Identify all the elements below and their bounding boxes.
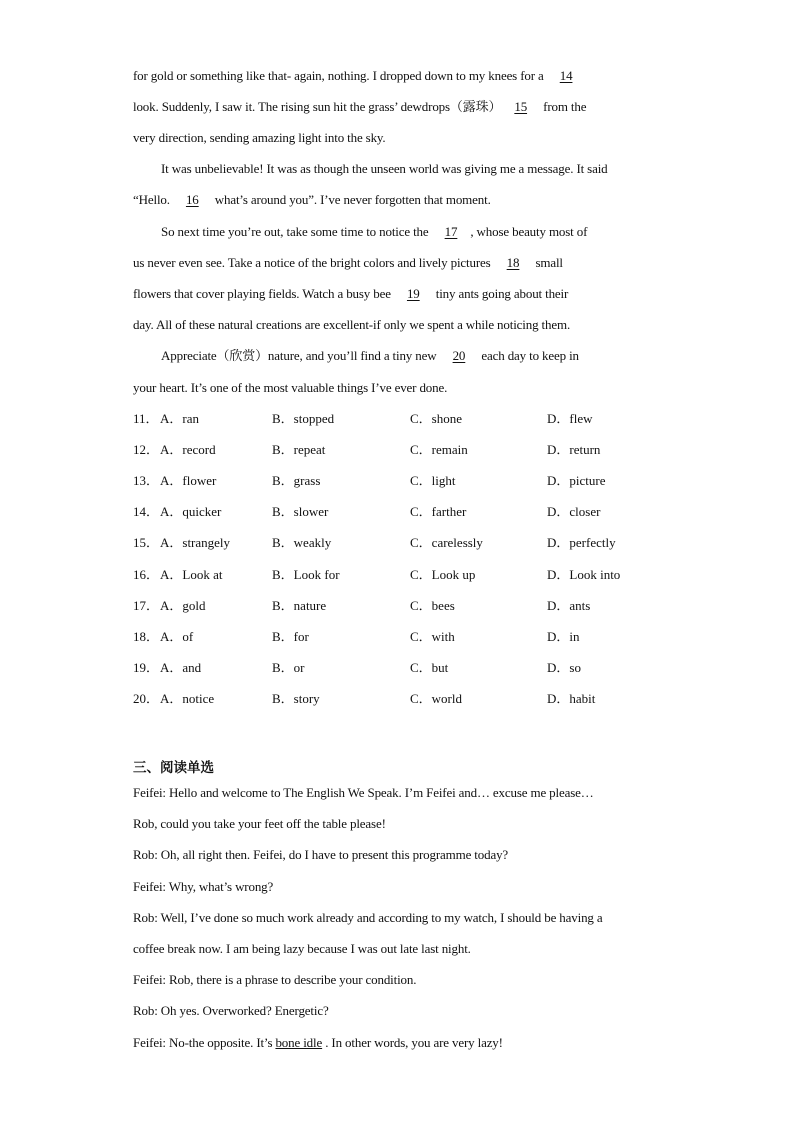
passage-text: for gold or something like that- again, nothing. I dropped down to my knees for a [133, 68, 547, 83]
option-b: B．for [272, 629, 309, 644]
option-a: A．gold [160, 598, 206, 613]
question-number: 14． [133, 504, 160, 519]
option-c: C．world [410, 691, 463, 706]
passage-line [161, 348, 691, 364]
option-a: A．ran [160, 411, 199, 426]
option-d: D．ants [547, 598, 591, 613]
dialogue-line: Rob: Oh, all right then. Feifei, do I have to present this programme today? [133, 847, 509, 862]
option-c: C．bees [410, 598, 455, 613]
option-d: D．habit [547, 691, 596, 706]
option-a: A．record [160, 442, 216, 457]
passage-line [133, 255, 663, 271]
option-a: A．notice [160, 691, 215, 706]
question-row [133, 504, 693, 520]
option-b: B．slower [272, 504, 329, 519]
option-d: D．so [547, 660, 581, 675]
option-c: C．carelessly [410, 535, 483, 550]
passage-text: “Hello. [133, 192, 173, 207]
passage-line: It was unbelievable! It was as though the unseen world was giving me a message. It said [161, 161, 608, 176]
question-row [133, 691, 693, 707]
dialogue-line: Feifei: Why, what’s wrong? [133, 879, 274, 894]
dialogue-line: Feifei: Hello and welcome to The English We Speak. I’m Feifei and… excuse me please… [133, 785, 594, 800]
option-d: D．in [547, 629, 580, 644]
question-number: 13． [133, 473, 160, 488]
option-c: C．but [410, 660, 449, 675]
option-b: B．weakly [272, 535, 332, 550]
underlined-phrase: bone idle [275, 1035, 323, 1050]
passage-text: Appreciate（欣赏）nature, and you’ll find a tiny new [161, 348, 440, 363]
question-number: 11． [133, 411, 159, 426]
question-row [133, 535, 693, 551]
passage-text: flowers that cover playing fields. Watch a busy bee [133, 286, 394, 301]
dialogue-line: Rob: Well, I’ve done so much work already and according to my watch, I should be having a [133, 910, 603, 925]
passage-line: your heart. It’s one of the most valuable things I’ve ever done. [133, 380, 448, 395]
passage-text: from the [540, 99, 587, 114]
passage-text: us never even see. Take a notice of the bright colors and lively pictures [133, 255, 494, 270]
option-b: B．nature [272, 598, 327, 613]
blank-15: 15 [514, 99, 528, 114]
question-number: 19． [133, 660, 160, 675]
option-c: C．Look up [410, 567, 476, 582]
dialogue-line: Feifei: Rob, there is a phrase to describe your condition. [133, 972, 417, 987]
passage-text: each day to keep in [478, 348, 579, 363]
option-b: B．stopped [272, 411, 335, 426]
option-b: B．repeat [272, 442, 326, 457]
option-a: A．flower [160, 473, 217, 488]
passage-text: Feifei: No-the opposite. It’s [133, 1035, 276, 1050]
section-title: 三、阅读单选 [133, 760, 214, 776]
question-row [133, 660, 693, 676]
question-row [133, 629, 693, 645]
blank-19: 19 [406, 286, 420, 301]
question-row [133, 442, 693, 458]
option-b: B．Look for [272, 567, 340, 582]
option-d: D．closer [547, 504, 601, 519]
option-b: B．or [272, 660, 305, 675]
option-a: A．strangely [160, 535, 231, 550]
question-number: 15． [133, 535, 160, 550]
option-b: B．grass [272, 473, 321, 488]
question-number: 18． [133, 629, 160, 644]
blank-17: 17 [444, 224, 458, 239]
option-a: A．Look at [160, 567, 223, 582]
option-c: C．shone [410, 411, 463, 426]
passage-text: look. Suddenly, I saw it. The rising sun hit the grass’ dewdrops（露珠） [133, 99, 502, 114]
dialogue-line: coffee break now. I am being lazy because I was out late last night. [133, 941, 471, 956]
option-b: B．story [272, 691, 320, 706]
question-row [133, 598, 693, 614]
question-number: 20． [133, 691, 160, 706]
question-row [133, 473, 693, 489]
blank-20: 20 [452, 348, 466, 363]
option-d: D．flew [547, 411, 593, 426]
question-row [133, 567, 693, 583]
passage-line [133, 99, 663, 115]
passage-text: . In other words, you are very lazy! [322, 1035, 503, 1050]
question-number: 12． [133, 442, 160, 457]
question-number: 16． [133, 567, 160, 582]
passage-line [161, 224, 691, 240]
option-c: C．light [410, 473, 456, 488]
dialogue-line: Rob: Oh yes. Overworked? Energetic? [133, 1003, 329, 1018]
blank-16: 16 [185, 192, 199, 207]
option-d: D．picture [547, 473, 606, 488]
question-number: 17． [133, 598, 160, 613]
passage-text: , whose beauty most of [470, 224, 588, 239]
passage-line: very direction, sending amazing light into the sky. [133, 130, 386, 145]
option-d: D．return [547, 442, 601, 457]
passage-text: small [532, 255, 563, 270]
passage-line [133, 192, 663, 208]
passage-text: So next time you’re out, take some time to notice the [161, 224, 432, 239]
dialogue-line: Rob, could you take your feet off the table please! [133, 816, 386, 831]
option-a: A．of [160, 629, 194, 644]
option-c: C．farther [410, 504, 467, 519]
option-d: D．perfectly [547, 535, 616, 550]
option-a: A．and [160, 660, 202, 675]
passage-text: what’s around you”. I’ve never forgotten that moment. [211, 192, 491, 207]
blank-18: 18 [506, 255, 520, 270]
option-d: D．Look into [547, 567, 621, 582]
passage-text: tiny ants going about their [432, 286, 569, 301]
passage-line [133, 286, 663, 302]
option-a: A．quicker [160, 504, 222, 519]
passage-line [133, 1035, 663, 1051]
option-c: C．with [410, 629, 455, 644]
option-c: C．remain [410, 442, 468, 457]
passage-line [133, 68, 663, 84]
passage-line: day. All of these natural creations are excellent-if only we spent a while noticing them. [133, 317, 571, 332]
blank-14: 14 [559, 68, 573, 83]
question-row [133, 411, 693, 427]
